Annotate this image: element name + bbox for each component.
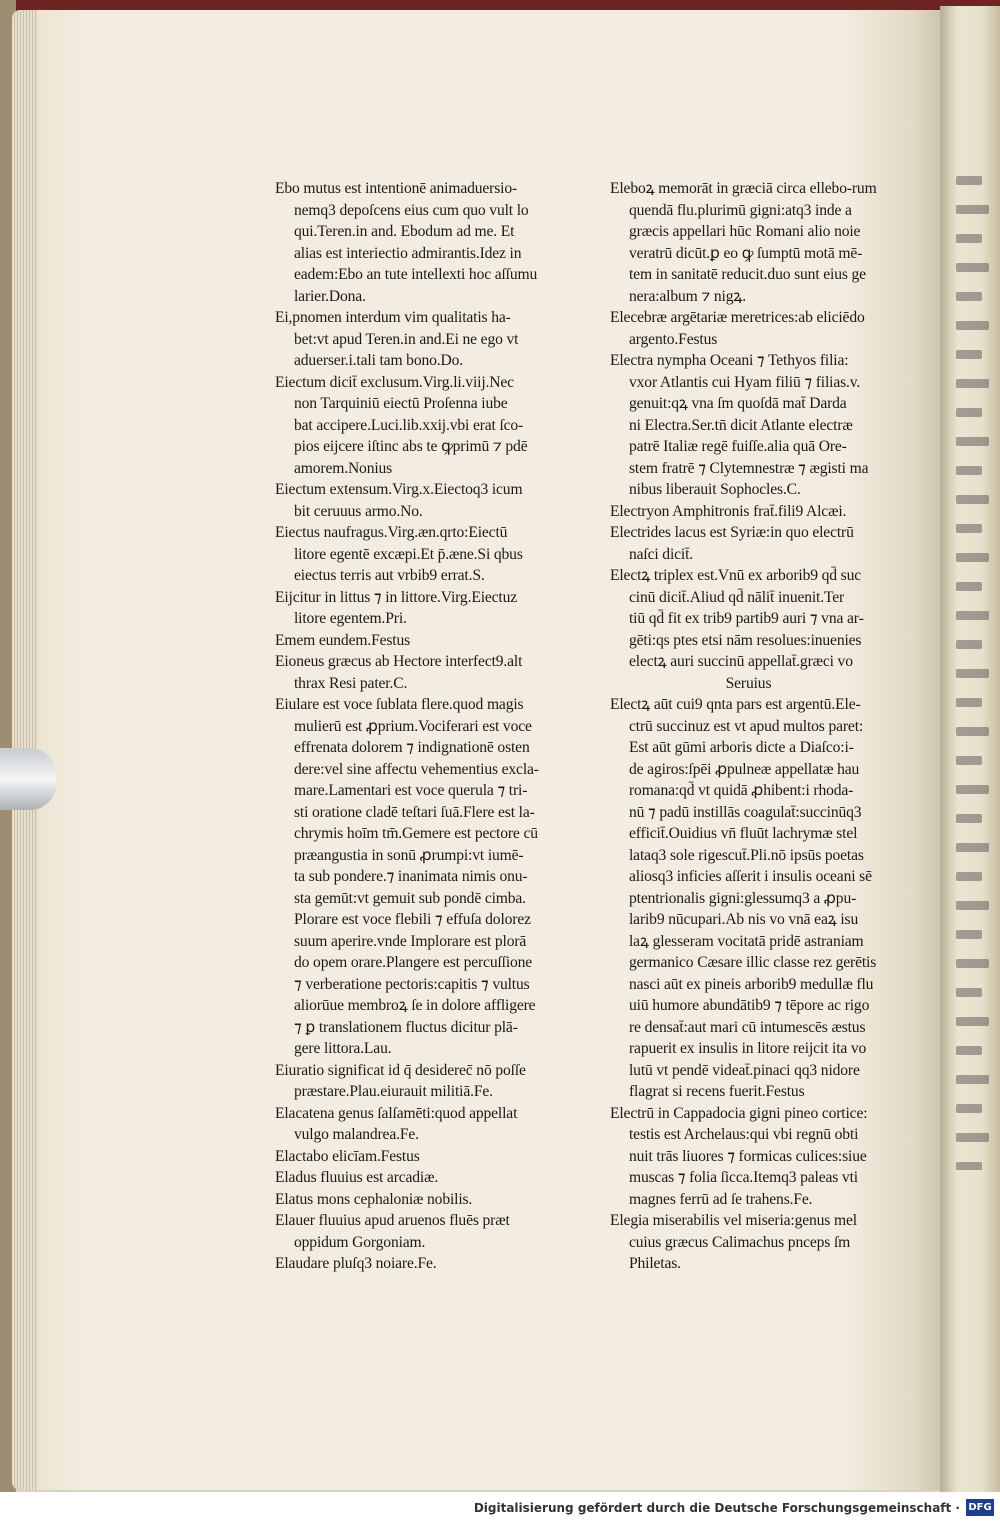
entry-line: larib9 nūcupari.Ab nis vo vnā eaꝝ isu [629,911,859,928]
dictionary-entry [256,1146,562,1168]
dictionary-entry [256,587,562,630]
entry-line: bet:vt apud Teren.in and.Ei ne ego vt [294,330,519,348]
entry-line: Plorare est voce flebili ⁊ effuſa dolorez [294,911,531,928]
facing-page-line [956,431,996,460]
entry-line: qui.Teren.in and. Ebodum ad me. Et [294,223,515,240]
entry-line: mulierū est ꝓprium.Vociferari est voce [294,717,532,735]
entry-line: ptentrionalis gigni:glessumq3 a ꝓpu‑ [629,889,857,907]
entry-line: dere:vel sine affectu vehementius excla‑ [294,760,539,778]
entry-line: gēti:qs ptes etsi nām resolues:inuenies [629,631,862,649]
entry-line: Eiuratio significat id q̄ desiderec̄ nō poſſe [275,1061,526,1079]
entry-line: præangustia in sonū ꝓrumpi:vt iumē‑ [294,846,524,864]
facing-page-line [956,170,996,199]
entry-line: Elatus mons cephaloniæ nobilis. [275,1190,473,1208]
entry-line: Philetas. [629,1255,681,1272]
dictionary-entry [256,479,562,522]
facing-page-line [956,344,996,373]
entry-line: ⁊ verberatione pectoris:capitis ⁊ vultus [294,975,530,993]
facing-page-line [956,518,996,547]
entry-line: Electrides lacus est Syriæ:in quo electrū [610,524,854,541]
left-text-column [256,178,562,1275]
dictionary-entry [591,1103,887,1211]
entry-line: Elacatena genus ſalſamēti:quod appellat [275,1104,518,1122]
dictionary-entry [256,1189,562,1211]
entry-line: ctrū succinuz est vt apud multos paret: [629,717,864,735]
entry-line: bat accipere.Luci.lib.xxij.vbi erat ſco‑ [294,416,524,434]
entry-line: Eiulare est voce ſublata flere.quod magis [275,696,524,713]
entry-line: Elactabo elicīam.Festus [275,1147,420,1165]
entry-line: nū ⁊ padū instillās coagulat̄:succinūq3 [629,803,862,821]
entry-line: Seruius [725,674,772,692]
footer-bar [0,1492,1000,1524]
entry-line: vxor Atlantis cui Hyam filiū ⁊ filias.v. [629,373,861,391]
dictionary-entry [591,307,887,350]
dfg-logo: DFG [966,1499,994,1516]
entry-line: Electryon Amphitronis frat̄.fili9 Alcæi. [610,502,847,520]
entry-line: rapuerit ex insulis in litore reijcit ita vo [629,1040,867,1057]
entry-line: aliorūue membroꝝ ſe in dolore affligere [294,997,536,1014]
facing-page-line [956,1156,996,1170]
facing-page-line [956,808,996,837]
facing-page-line [956,257,996,286]
facing-page-line [956,402,996,431]
dictionary-entry [256,307,562,372]
page-clip [0,748,56,810]
entry-line: tiū qd̄ fit ex trib9 partib9 auri ⁊ vna ar‑ [629,610,864,627]
facing-page-line [956,779,996,808]
dictionary-entry [256,1167,562,1189]
entry-line: cuius græcus Calimachus pnceps ſm [629,1233,851,1251]
entry-line: præstare.Plau.eiurauit militiā.Fe. [294,1083,493,1100]
entry-line: veratrū dicūt.ꝑ eo ꝙ ſumptū motā mē‑ [629,244,863,262]
entry-line: cinū dicit̄.Aliud qd̄ nālit̄ inuenit.Ter [629,588,845,606]
entry-line: argento.Festus [629,330,718,348]
entry-line: electꝝ auri succinū appellat̄.græci vo [629,653,853,670]
facing-page-line [956,489,996,518]
entry-line: bit ceruuus armo.No. [294,502,423,520]
entry-line: Elaudare pluſq3 noiare.Fe. [275,1255,437,1272]
entry-line: germanico Cæsare illic classe rez gerētis [629,954,877,971]
entry-line: mare.Lamentari est voce querula ⁊ tri‑ [294,782,528,799]
facing-page-line [956,373,996,402]
entry-line: Ebo mutus est intentionē animaduersio‑ [275,180,518,197]
entry-line: Electrū in Cappadocia gigni pineo cortice: [610,1104,868,1122]
entry-line: testis est Archelaus:qui vbi regnū obti [629,1126,859,1143]
facing-page-line [956,1069,996,1098]
entry-line: lataq3 sole rigescut̄.Pli.nō ipsūs poetas [629,846,864,864]
entry-line: eiectus terris aut vrbib9 errat.S. [294,567,485,584]
facing-page-line [956,692,996,721]
facing-page-line [956,1098,996,1127]
entry-line: ta sub pondere.⁊ inanimata nimis onu‑ [294,868,528,885]
entry-line: Emem eundem.Festus [275,631,411,649]
entry-line: Eijcitur in littus ⁊ in littore.Virg.Eiectuz [275,588,518,606]
entry-line: Est aūt gūmi arboris dicte a Diaſco:i‑ [629,739,854,756]
entry-line: eadem:Ebo an tute intellexti hoc aſſumu [294,266,538,283]
entry-line: uiū humore abundātib9 ⁊ tēpore ac rigo [629,997,870,1014]
facing-page-text-fragment [956,170,996,1170]
facing-page-line [956,228,996,257]
facing-page-line [956,1040,996,1069]
dictionary-entry [256,178,562,307]
entry-line: tem in sanitatē reducit.duo sunt eius ge [629,266,866,283]
entry-line: naſci dicit̄. [629,545,694,563]
dictionary-entry [256,372,562,480]
facing-page-line [956,1011,996,1040]
dictionary-entry [591,501,887,523]
entry-line: Eladus fluuius est arcadiæ. [275,1169,439,1186]
entry-line: aduerser.i.tali tam bono.Do. [294,352,464,369]
entry-line: sti oratione cladē teſtari ſuā.Flere est la‑ [294,803,535,821]
facing-page-line [956,895,996,924]
entry-line: Electra nympha Oceani ⁊ Tethyos filia: [610,352,849,369]
entry-line: nera:album ⁊ nigꝝ. [629,287,746,305]
facing-page-line [956,605,996,634]
entry-line: Ei,pnomen interdum vim qualitatis ha‑ [275,309,511,326]
facing-page-line [956,982,996,1011]
facing-page-line [956,286,996,315]
facing-page-line [956,547,996,576]
facing-page-line [956,866,996,895]
facing-page-line [956,663,996,692]
entry-line: amorem.Nonius [294,459,393,477]
entry-line: alias est interiectio admirantis.Idez in [294,244,522,262]
facing-page-line [956,460,996,489]
entry-line: aliosq3 inficies aſſerit i insulis oceani sē [629,868,872,885]
facing-page-line [956,634,996,663]
entry-line: Eleboꝝ memorāt in græciā circa ellebo‑rum [610,180,877,197]
facing-page-line [956,750,996,779]
entry-line: magnes ferrū ad ſe trahens.Fe. [629,1190,813,1208]
entry-line: Electꝝ triplex est.Vnū ex arborib9 qd̄ suc [610,567,861,584]
entry-line: pios eijcere iſtinc abs te ꝙprimū ⁊ pdē [294,438,528,455]
entry-line: muscas ⁊ folia ſicca.Itemq3 paleas vti [629,1169,858,1186]
facing-page-line [956,837,996,866]
entry-line: larier.Dona. [294,287,366,305]
dictionary-entry [256,1210,562,1253]
dictionary-entry [256,630,562,652]
entry-line: Elecebræ argētariæ meretrices:ab eliciēdo [610,309,865,326]
entry-line: vulgo malandrea.Fe. [294,1126,419,1143]
entry-line: genuit:qꝝ vna ſm quoſdā mat̄ Darda [629,395,847,412]
entry-line: oppidum Gorgoniam. [294,1233,426,1251]
entry-line: Elegia miserabilis vel miseria:genus mel [610,1212,857,1229]
facing-page-line [956,953,996,982]
entry-line: Eiectum extensum.Virg.x.Eiectoq3 icum [275,481,523,498]
entry-line: sta gemūt:vt gemuit sub pondē cimba. [294,889,526,907]
entry-line: non Tarquiniū eiectū Proſenna iube [294,395,508,412]
entry-line: de agiros:ſpēi ꝓpulneæ appellatæ hau [629,760,860,778]
entry-line: ⁊ ꝑ translationem fluctus dicitur plā‑ [294,1018,518,1036]
entry-line: ni Electra.Ser.tn̄ dicit Atlante electræ [629,416,853,434]
entry-line: gere littora.Lau. [294,1040,392,1057]
dictionary-entry [591,350,887,501]
dictionary-entry [256,1060,562,1103]
facing-page-line [956,1127,996,1156]
entry-line: do opem orare.Plangere est percuſſione [294,954,533,971]
entry-line: flagrat si recens fuerit.Festus [629,1083,805,1100]
dictionary-entry [256,522,562,587]
entry-line: laꝝ glesseram vocitatā pridē astraniam [629,932,864,950]
entry-line: suum aperire.vnde Implorare est plorā [294,932,527,950]
dictionary-entry [256,1253,562,1275]
dictionary-entry [256,694,562,1060]
entry-line: quendā flu.plurimū gigni:atq3 inde a [629,201,852,219]
entry-line: nemq3 depoſcens eius cum quo vult lo [294,201,529,219]
entry-line: thrax Resi pater.C. [294,674,408,692]
facing-page-line [956,315,996,344]
dictionary-entry [591,565,887,673]
entry-line: nuit trās liuores ⁊ formicas culices:siue [629,1147,867,1165]
entry-line: litore egentem.Pri. [294,610,407,627]
entry-line: stem fratrē ⁊ Clytemnestræ ⁊ ægisti ma [629,459,869,477]
entry-line: Electꝝ aūt cui9 qnta pars est argentū.Ele‑ [610,696,861,713]
entry-line: romana:qd̄ vt quidā ꝓhibent:i rhoda‑ [629,782,854,799]
entry-line: Eiectus naufragus.Virg.æn.qrto:Eiectū [275,524,508,541]
entry-line: effrenata dolorem ⁊ indignationē osten [294,739,530,756]
entry-line: græcis appellari hūc Romani alio noie [629,223,861,240]
dictionary-entry [256,1103,562,1146]
dictionary-entry [256,651,562,694]
entry-line: lutū vt pendē videat̄.pinaci qq3 nidore [629,1061,860,1079]
entry-line: chrymis hoīm tm̄.Gemere est pectore cū [294,825,538,842]
entry-line: efficit̄.Ouidius vn̄ fluūt lachrymæ stel [629,825,858,842]
entry-line: Eioneus græcus ab Hectore interfect9.alt [275,653,523,670]
facing-page-line [956,576,996,605]
right-text-column [591,178,887,1275]
dictionary-entry [591,694,887,1103]
entry-line: Elauer fluuius apud aruenos fluēs præt [275,1212,510,1229]
dictionary-entry [591,1210,887,1275]
dictionary-entry [591,673,887,695]
entry-line: Eiectum dicit̄ exclusum.Virg.li.viij.Nec [275,373,514,391]
entry-line: nibus liberauit Sophocles.C. [629,481,801,498]
entry-line: patrē Italiæ regē fuiſſe.alia quā Ore‑ [629,438,847,455]
dictionary-entry [591,522,887,565]
dictionary-entry [591,178,887,307]
digitization-credit: Digitalisierung gefördert durch die Deutsche Forschungsgemeinschaft · [473,1501,960,1515]
entry-line: re densat̄:aut mari cū intumescēs æstus [629,1018,866,1036]
entry-line: nasci aūt ex pineis arborib9 medullæ flu [629,975,874,993]
facing-page-line [956,721,996,750]
entry-line: litore egentē excæpi.Et p̄.æne.Si qbus [294,545,523,563]
facing-page-line [956,199,996,228]
facing-page-line [956,924,996,953]
